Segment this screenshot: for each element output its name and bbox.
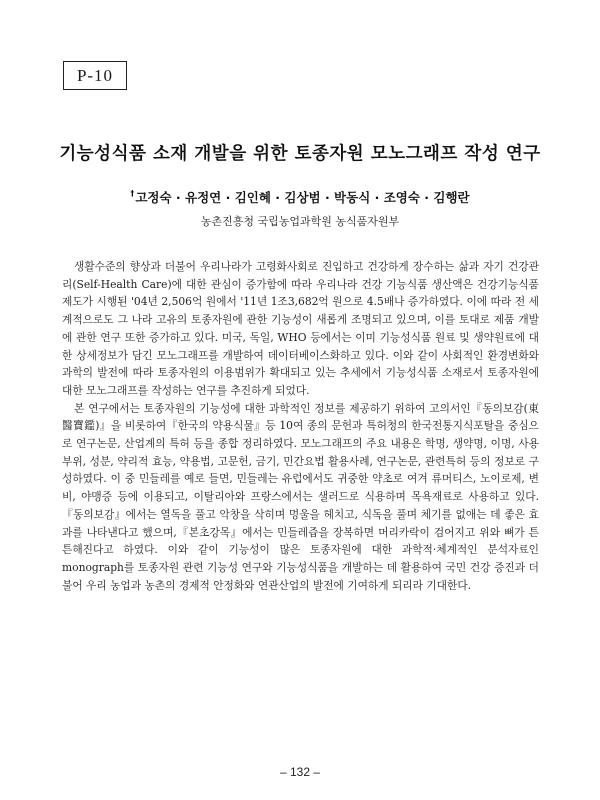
abstract-code: P-10 bbox=[76, 65, 114, 85]
author-names: 고정숙 · 유정연 · 김인혜 · 김상범 · 박동식 · 조영숙 · 김행란 bbox=[135, 190, 470, 205]
paper-title: 기능성식품 소재 개발을 위한 토종자원 모노그래프 작성 연구 bbox=[59, 144, 541, 164]
abstract-paragraph-2: 본 연구에서는 토종자원의 기능성에 대한 과학적인 정보를 제공하기 위하여 고의서인『동의보감(東醫寶鑑)』을 비롯하여『한국의 약용식물』등 10여 종의 문헌과 특허청의 한국전통지식포탈을 중심으로 연구논문, 산업계의 특허 등을 종합 정리하였다. 모노그래프의 주요 내용은 학명, 생약명, 이명, 사용부위, 성분, 약리적 효능, 약용법, 고문헌, 금기, 민간요법 활용사례, 연구논문, 관련특허 등의 정보로 구성하였다. 이 중 민들레를 예로 들면, 민들레는 유럽에서도 귀중한 약초로 여겨 류머티스, 노이로제, 변비, 야맹증 등에 이용되고, 이탈리아와 프랑스에서는 샐러드로 식용하며 목욕재료로 사용하고 있다.『동의보감』에서는 열독을 풀고 악창을 삭히며 멍울을 헤치고, 식독을 풀며 체기를 없애는 데 좋은 효과를 나타낸다고 했으며,『본초강목』에서는 민들레즙을 장복하면 머리카락이 검어지고 위와 뼈가 튼튼해진다고 하였다. 이와 같이 기능성이 많은 토종자원에 대한 과학적·체계적인 분석자료인 monograph를 토종자원 관련 기능성 연구와 기능성식품을 개발하는 데 활용하여 국민 건강 증진과 더불어 우리 농업과 농촌의 경제적 안정화와 연관산업의 발전에 기여하게 되리라 기대한다. bbox=[62, 401, 539, 592]
abstract-paragraph-1: 생활수준의 향상과 더불어 우리나라가 고령화사회로 진입하고 건강하게 장수하는 삶과 자기 건강관리(Self-Health Care)에 대한 관심이 증가함에 따라 우리나라 건강 기능식품 생산액은 건강기능식품 제도가 시행된 '04년 2,506억 원에서 '11년 1조3,682억 원으로 4.5배나 증가하였다. 이에 따라 전 세계적으로도 그 나라 고유의 토종자원에 관한 기능성이 새롭게 조명되고 있으며, 이를 토대로 제품 개발에 관한 연구 또한 증가하고 있다. 미국, 독일, WHO 등에서는 이미 기능성식품 원료 및 생약원료에 대한 상세정보가 담긴 모노그래프를 개발하여 데이터베이스화하고 있다. 이와 같이 사회적인 환경변화와 과학의 발전에 따라 토종자원의 이용범위가 확대되고 있는 추세에서 기능성식품 소재로서 토종자원에 대한 모노그래프를 작성하는 연구를 추진하게 되었다. bbox=[62, 260, 539, 397]
affiliation: 농촌진흥청 국립농업과학원 농식품자원부 bbox=[200, 215, 400, 228]
abstract-code-box bbox=[63, 61, 127, 90]
abstract-body bbox=[62, 258, 539, 594]
corresponding-author-marker: † bbox=[130, 189, 135, 198]
page-number: – 132 – bbox=[279, 765, 321, 779]
author-line bbox=[0, 188, 600, 206]
